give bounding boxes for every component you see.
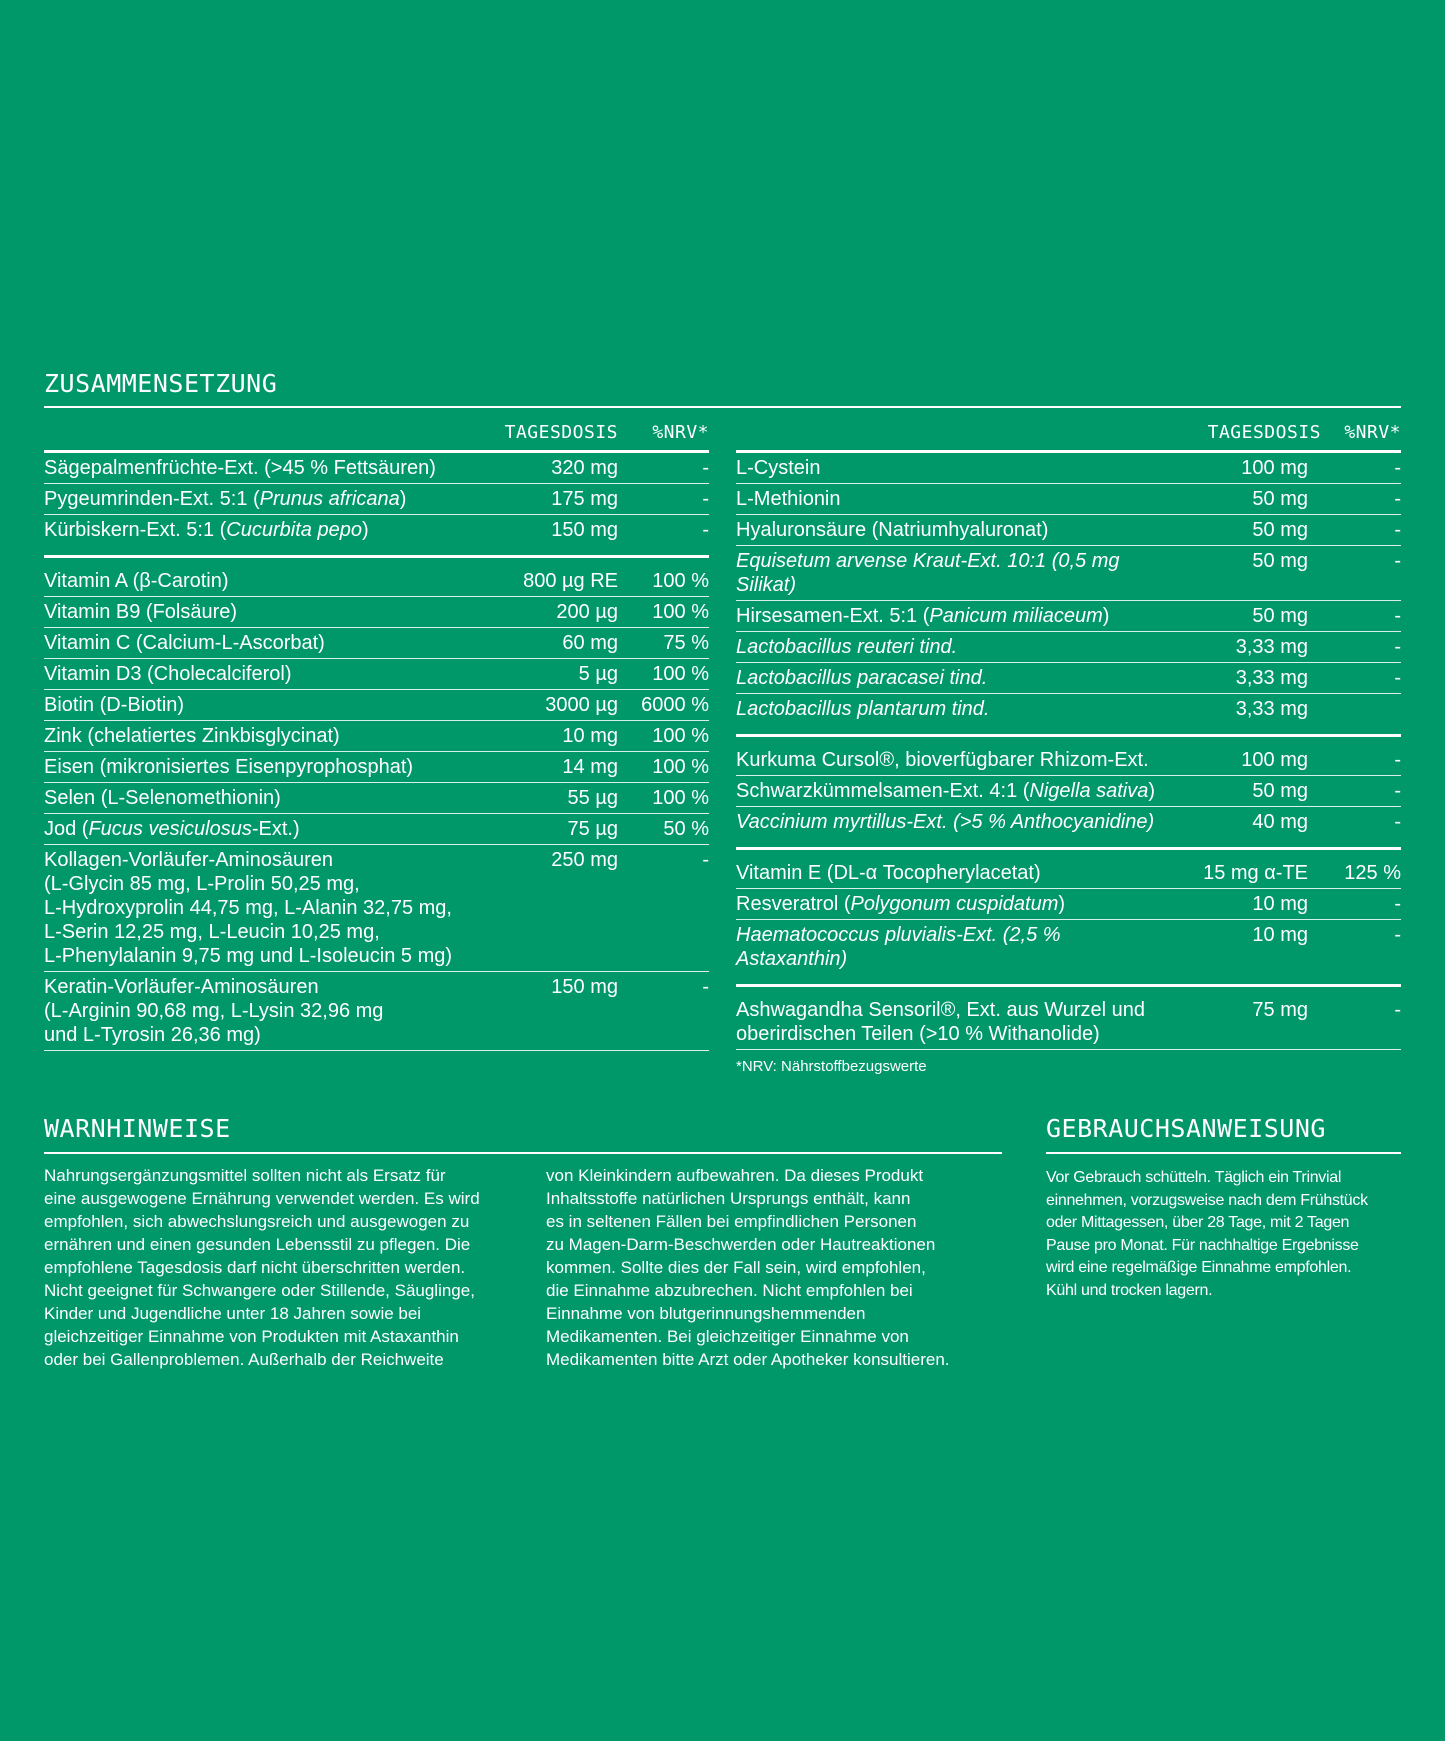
ingredient-latin-name: Nigella sativa — [1029, 780, 1149, 802]
ingredient-group — [736, 995, 1401, 1050]
ingredient-name — [736, 456, 1173, 480]
daily-dose: 10 mg — [1252, 893, 1308, 915]
ingredient-name-text: Selen (L-Selenomethionin) — [44, 787, 281, 809]
ingredient-name — [736, 635, 1173, 659]
daily-dose: 75 µg — [567, 818, 618, 840]
nrv-percent: 125 % — [1344, 862, 1401, 884]
table-row — [736, 632, 1401, 663]
table-body-right — [736, 453, 1401, 1050]
daily-dose: 10 mg — [1252, 924, 1308, 946]
ingredient-latin-name: Lactobacillus reuteri tind. — [736, 636, 958, 658]
table-row — [736, 745, 1401, 776]
daily-dose: 3,33 mg — [1235, 698, 1308, 720]
daily-dose: 10 mg — [562, 725, 618, 747]
ingredient-name-text: Vitamin C (Calcium-L-Ascorbat) — [44, 632, 325, 654]
ingredient-name — [736, 892, 1173, 916]
table-row — [736, 484, 1401, 515]
header-nrv: %NRV* — [1344, 421, 1401, 443]
ingredient-name-text: Kollagen-Vorläufer-Aminosäuren (L-Glycin 85 mg, L-Prolin 50,25 mg, L-Hydroxyprolin 44,75 mg, L-Alanin 32,75 mg, L-Serin 12,25 mg, L-Leucin 10,25 mg, L-Phenylalanin 9,75 mg und L-Isoleucin 5 mg) — [44, 849, 453, 967]
ingredient-name-suffix: -Ext.) — [251, 818, 300, 840]
nrv-percent: 100 % — [652, 787, 709, 809]
daily-dose: 50 mg — [1252, 550, 1308, 572]
nrv-percent: - — [1394, 519, 1401, 541]
table-row — [44, 845, 709, 972]
nrv-percent: 100 % — [652, 663, 709, 685]
table-row — [44, 597, 709, 628]
ingredient-name — [736, 487, 1173, 511]
ingredient-group — [736, 745, 1401, 850]
daily-dose: 50 mg — [1252, 519, 1308, 541]
warnings-text-col1: Nahrungsergänzungsmittel sollten nicht als Ersatz für eine ausgewogene Ernährung verwendet werden. Es wird empfohlen, sich abwechslungsreich und ausgewogen zu ernähren und einen gesunden Lebensstil zu pflegen. Die empfohlene Tagesdosis darf nicht überschritten werden. Nicht geeignet für Schwangere oder Stillende, Säuglinge, Kinder und Jugendliche unter 18 Jahren sowie bei gleichzeitiger Einnahme von Produkten mit Astaxanthin oder bei Gallenproblemen. Außerhalb der Reichweite — [44, 1166, 480, 1369]
nrv-percent: 6000 % — [641, 694, 709, 716]
ingredient-name — [736, 666, 1173, 690]
ingredient-name-text: Hyaluronsäure (Natriumhyaluronat) — [736, 519, 1049, 541]
ingredient-name-text: L-Methionin — [736, 488, 841, 510]
nrv-percent: 100 % — [652, 725, 709, 747]
daily-dose: 55 µg — [567, 787, 618, 809]
table-row — [44, 453, 709, 484]
ingredient-name-text: Kurkuma Cursol®, bioverfügbarer Rhizom-Ext. — [736, 749, 1149, 771]
ingredient-name-text: Vitamin A (β-Carotin) — [44, 570, 229, 592]
ingredient-name-text: Vitamin D3 (Cholecalciferol) — [44, 663, 292, 685]
ingredient-group — [44, 453, 709, 558]
daily-dose: 175 mg — [551, 488, 618, 510]
nrv-percent: - — [1394, 636, 1401, 658]
ingredient-name-text: Ashwagandha Sensoril®, Ext. aus Wurzel und oberirdischen Teilen (>10 % Withanolide) — [736, 999, 1146, 1045]
ingredient-name-text: Eisen (mikronisiertes Eisenpyrophosphat) — [44, 756, 414, 778]
ingredient-name-text: L-Cystein — [736, 457, 821, 479]
table-row — [736, 858, 1401, 889]
ingredient-name — [44, 724, 483, 748]
table-row — [44, 515, 709, 545]
nrv-percent: - — [1394, 605, 1401, 627]
table-row — [736, 776, 1401, 807]
ingredient-name-suffix: ) — [361, 519, 369, 541]
ingredient-name-text: Pygeumrinden-Ext. 5:1 ( — [44, 488, 260, 510]
ingredient-name — [44, 662, 483, 686]
table-row — [736, 453, 1401, 484]
ingredient-group — [44, 566, 709, 1051]
table-row — [736, 663, 1401, 694]
daily-dose: 200 µg — [556, 601, 618, 623]
ingredient-latin-name: Lactobacillus plantarum tind. — [736, 698, 990, 720]
ingredient-name — [736, 549, 1173, 597]
daily-dose: 800 µg RE — [523, 570, 618, 592]
ingredient-name-text: Biotin (D-Biotin) — [44, 694, 185, 716]
ingredient-name — [44, 487, 483, 511]
ingredient-name-suffix: ) — [399, 488, 407, 510]
nrv-percent: 100 % — [652, 601, 709, 623]
ingredient-name-text: Vitamin E (DL-α Tocopherylacetat) — [736, 862, 1041, 884]
nrv-percent: 50 % — [663, 818, 709, 840]
nrv-percent: - — [1394, 457, 1401, 479]
daily-dose: 320 mg — [551, 457, 618, 479]
daily-dose: 100 mg — [1241, 457, 1308, 479]
ingredient-name-text: Jod ( — [44, 818, 89, 840]
ingredient-group — [736, 858, 1401, 987]
nrv-percent: - — [1394, 667, 1401, 689]
composition-table-left — [44, 414, 709, 1051]
daily-dose: 100 mg — [1241, 749, 1308, 771]
daily-dose: 250 mg — [551, 849, 618, 871]
warnings-title: WARNHINWEISE — [44, 1114, 231, 1143]
table-row — [44, 783, 709, 814]
ingredient-latin-name: Cucurbita pepo — [226, 519, 362, 541]
ingredient-name — [736, 861, 1173, 885]
ingredient-latin-name: Polygonum cuspidatum — [850, 893, 1059, 915]
usage-title: GEBRAUCHSANWEISUNG — [1046, 1114, 1326, 1143]
ingredient-group — [736, 453, 1401, 737]
ingredient-name — [736, 697, 1173, 721]
ingredient-latin-name: Haematococcus pluvialis-Ext. (2,5 % Astaxanthin) — [736, 924, 1061, 970]
daily-dose: 5 µg — [578, 663, 618, 685]
ingredient-latin-name: Fucus vesiculosus — [88, 818, 252, 840]
table-header-left — [44, 414, 709, 453]
nrv-percent: - — [1394, 488, 1401, 510]
header-dose: TAGESDOSIS — [1207, 421, 1321, 443]
ingredient-name — [736, 923, 1173, 971]
ingredient-name — [44, 755, 483, 779]
ingredient-latin-name: Equisetum arvense Kraut-Ext. 10:1 (0,5 mg Silikat) — [736, 550, 1120, 596]
usage-title-divider — [1046, 1152, 1401, 1154]
ingredient-name — [736, 779, 1173, 803]
nrv-percent — [1308, 697, 1401, 721]
composition-title-divider — [44, 406, 1401, 408]
daily-dose: 3,33 mg — [1235, 667, 1308, 689]
table-header-right — [736, 414, 1401, 453]
table-row — [44, 690, 709, 721]
table-row — [44, 972, 709, 1050]
header-dose: TAGESDOSIS — [504, 421, 618, 443]
daily-dose: 14 mg — [562, 756, 618, 778]
ingredient-name-text: Zink (chelatiertes Zinkbisglycinat) — [44, 725, 340, 747]
table-row — [44, 814, 709, 845]
usage-text: Vor Gebrauch schütteln. Täglich ein Trinvial einnehmen, vorzugsweise nach dem Frühstück oder Mittagessen, über 28 Tage, mit 2 Tagen Pause pro Monat. Für nachhaltige Ergebnisse wird eine regelmäßige Einnahme empfohlen. Kühl und trocken lagern. — [1046, 1169, 1368, 1299]
daily-dose: 60 mg — [562, 632, 618, 654]
daily-dose: 150 mg — [551, 976, 618, 998]
ingredient-name — [44, 569, 483, 593]
nrv-percent: - — [1394, 893, 1401, 915]
ingredient-name-text: Sägepalmenfrüchte-Ext. (>45 % Fettsäuren) — [44, 457, 436, 479]
ingredient-name — [44, 631, 483, 655]
ingredient-name-text: Keratin-Vorläufer-Aminosäuren (L-Arginin 90,68 mg, L-Lysin 32,96 mg und L-Tyrosin 26,36 mg) — [44, 976, 384, 1046]
nrv-percent: 100 % — [652, 570, 709, 592]
ingredient-latin-name: Panicum miliaceum — [929, 605, 1103, 627]
nrv-footnote: *NRV: Nährstoffbezugswerte — [736, 1058, 927, 1075]
daily-dose: 3,33 mg — [1235, 636, 1308, 658]
nrv-percent: - — [702, 849, 709, 871]
daily-dose: 50 mg — [1252, 488, 1308, 510]
daily-dose: 15 mg α-TE — [1203, 862, 1308, 884]
ingredient-name — [44, 848, 483, 968]
table-row — [736, 601, 1401, 632]
ingredient-name-suffix: ) — [1102, 605, 1110, 627]
table-row — [736, 515, 1401, 546]
daily-dose: 3000 µg — [545, 694, 618, 716]
composition-title: ZUSAMMENSETZUNG — [44, 369, 278, 398]
warnings-text-col2: von Kleinkindern aufbewahren. Da dieses Produkt Inhaltsstoffe natürlichen Ursprungs enthält, kann es in seltenen Fällen bei empfindlichen Personen zu Magen-Darm-Beschwerden oder Hautreaktionen kommen. Sollte dies der Fall sein, wird empfohlen, die Einnahme abzubrechen. Nicht empfohlen bei Einnahme von blutgerinnungshemmenden Medikamenten. Bei gleichzeitiger Einnahme von Medikamenten bitte Arzt oder Apotheker konsultieren. — [546, 1166, 950, 1369]
table-row — [44, 484, 709, 515]
daily-dose: 50 mg — [1252, 780, 1308, 802]
table-row — [736, 920, 1401, 974]
warnings-title-divider — [44, 1152, 1002, 1154]
ingredient-name-text: Kürbiskern-Ext. 5:1 ( — [44, 519, 227, 541]
table-row — [44, 752, 709, 783]
nrv-percent: - — [702, 519, 709, 541]
ingredient-name-text: Vitamin B9 (Folsäure) — [44, 601, 238, 623]
nrv-percent: - — [702, 457, 709, 479]
nrv-percent: - — [702, 488, 709, 510]
table-body-left — [44, 453, 709, 1051]
daily-dose: 150 mg — [551, 519, 618, 541]
nrv-percent: 75 % — [663, 632, 709, 654]
ingredient-name-text: Resveratrol ( — [736, 893, 851, 915]
ingredient-latin-name: Vaccinium myrtillus-Ext. (>5 % Anthocyanidine) — [736, 811, 1155, 833]
nrv-percent: 100 % — [652, 756, 709, 778]
ingredient-name — [736, 748, 1173, 772]
ingredient-name — [44, 456, 483, 480]
ingredient-name — [736, 518, 1173, 542]
table-row — [736, 807, 1401, 837]
ingredient-name — [44, 786, 483, 810]
nrv-percent: - — [1394, 924, 1401, 946]
daily-dose: 75 mg — [1252, 999, 1308, 1021]
ingredient-name — [44, 518, 483, 542]
table-row — [736, 694, 1401, 724]
ingredient-name-text: Schwarzkümmelsamen-Ext. 4:1 ( — [736, 780, 1030, 802]
nrv-percent: - — [1394, 780, 1401, 802]
ingredient-name-suffix: ) — [1148, 780, 1156, 802]
nrv-percent: - — [1394, 811, 1401, 833]
ingredient-name-text: Hirsesamen-Ext. 5:1 ( — [736, 605, 930, 627]
ingredient-name — [736, 810, 1173, 834]
ingredient-name-suffix: ) — [1058, 893, 1066, 915]
nrv-percent: - — [1394, 550, 1401, 572]
ingredient-name — [736, 604, 1173, 628]
table-row — [736, 995, 1401, 1049]
ingredient-name — [44, 975, 483, 1047]
daily-dose: 50 mg — [1252, 605, 1308, 627]
nrv-percent: - — [1394, 999, 1401, 1021]
ingredient-latin-name: Lactobacillus paracasei tind. — [736, 667, 988, 689]
table-row — [736, 546, 1401, 601]
table-row — [44, 566, 709, 597]
composition-table-right — [736, 414, 1401, 1075]
table-row — [736, 889, 1401, 920]
ingredient-name — [44, 817, 483, 841]
ingredient-name — [44, 693, 483, 717]
ingredient-name — [736, 998, 1173, 1046]
nrv-percent: - — [1394, 749, 1401, 771]
ingredient-latin-name: Prunus africana — [259, 488, 400, 510]
table-row — [44, 721, 709, 752]
daily-dose: 40 mg — [1252, 811, 1308, 833]
header-nrv: %NRV* — [652, 421, 709, 443]
table-row — [44, 659, 709, 690]
table-row — [44, 628, 709, 659]
ingredient-name — [44, 600, 483, 624]
nrv-percent: - — [702, 976, 709, 998]
